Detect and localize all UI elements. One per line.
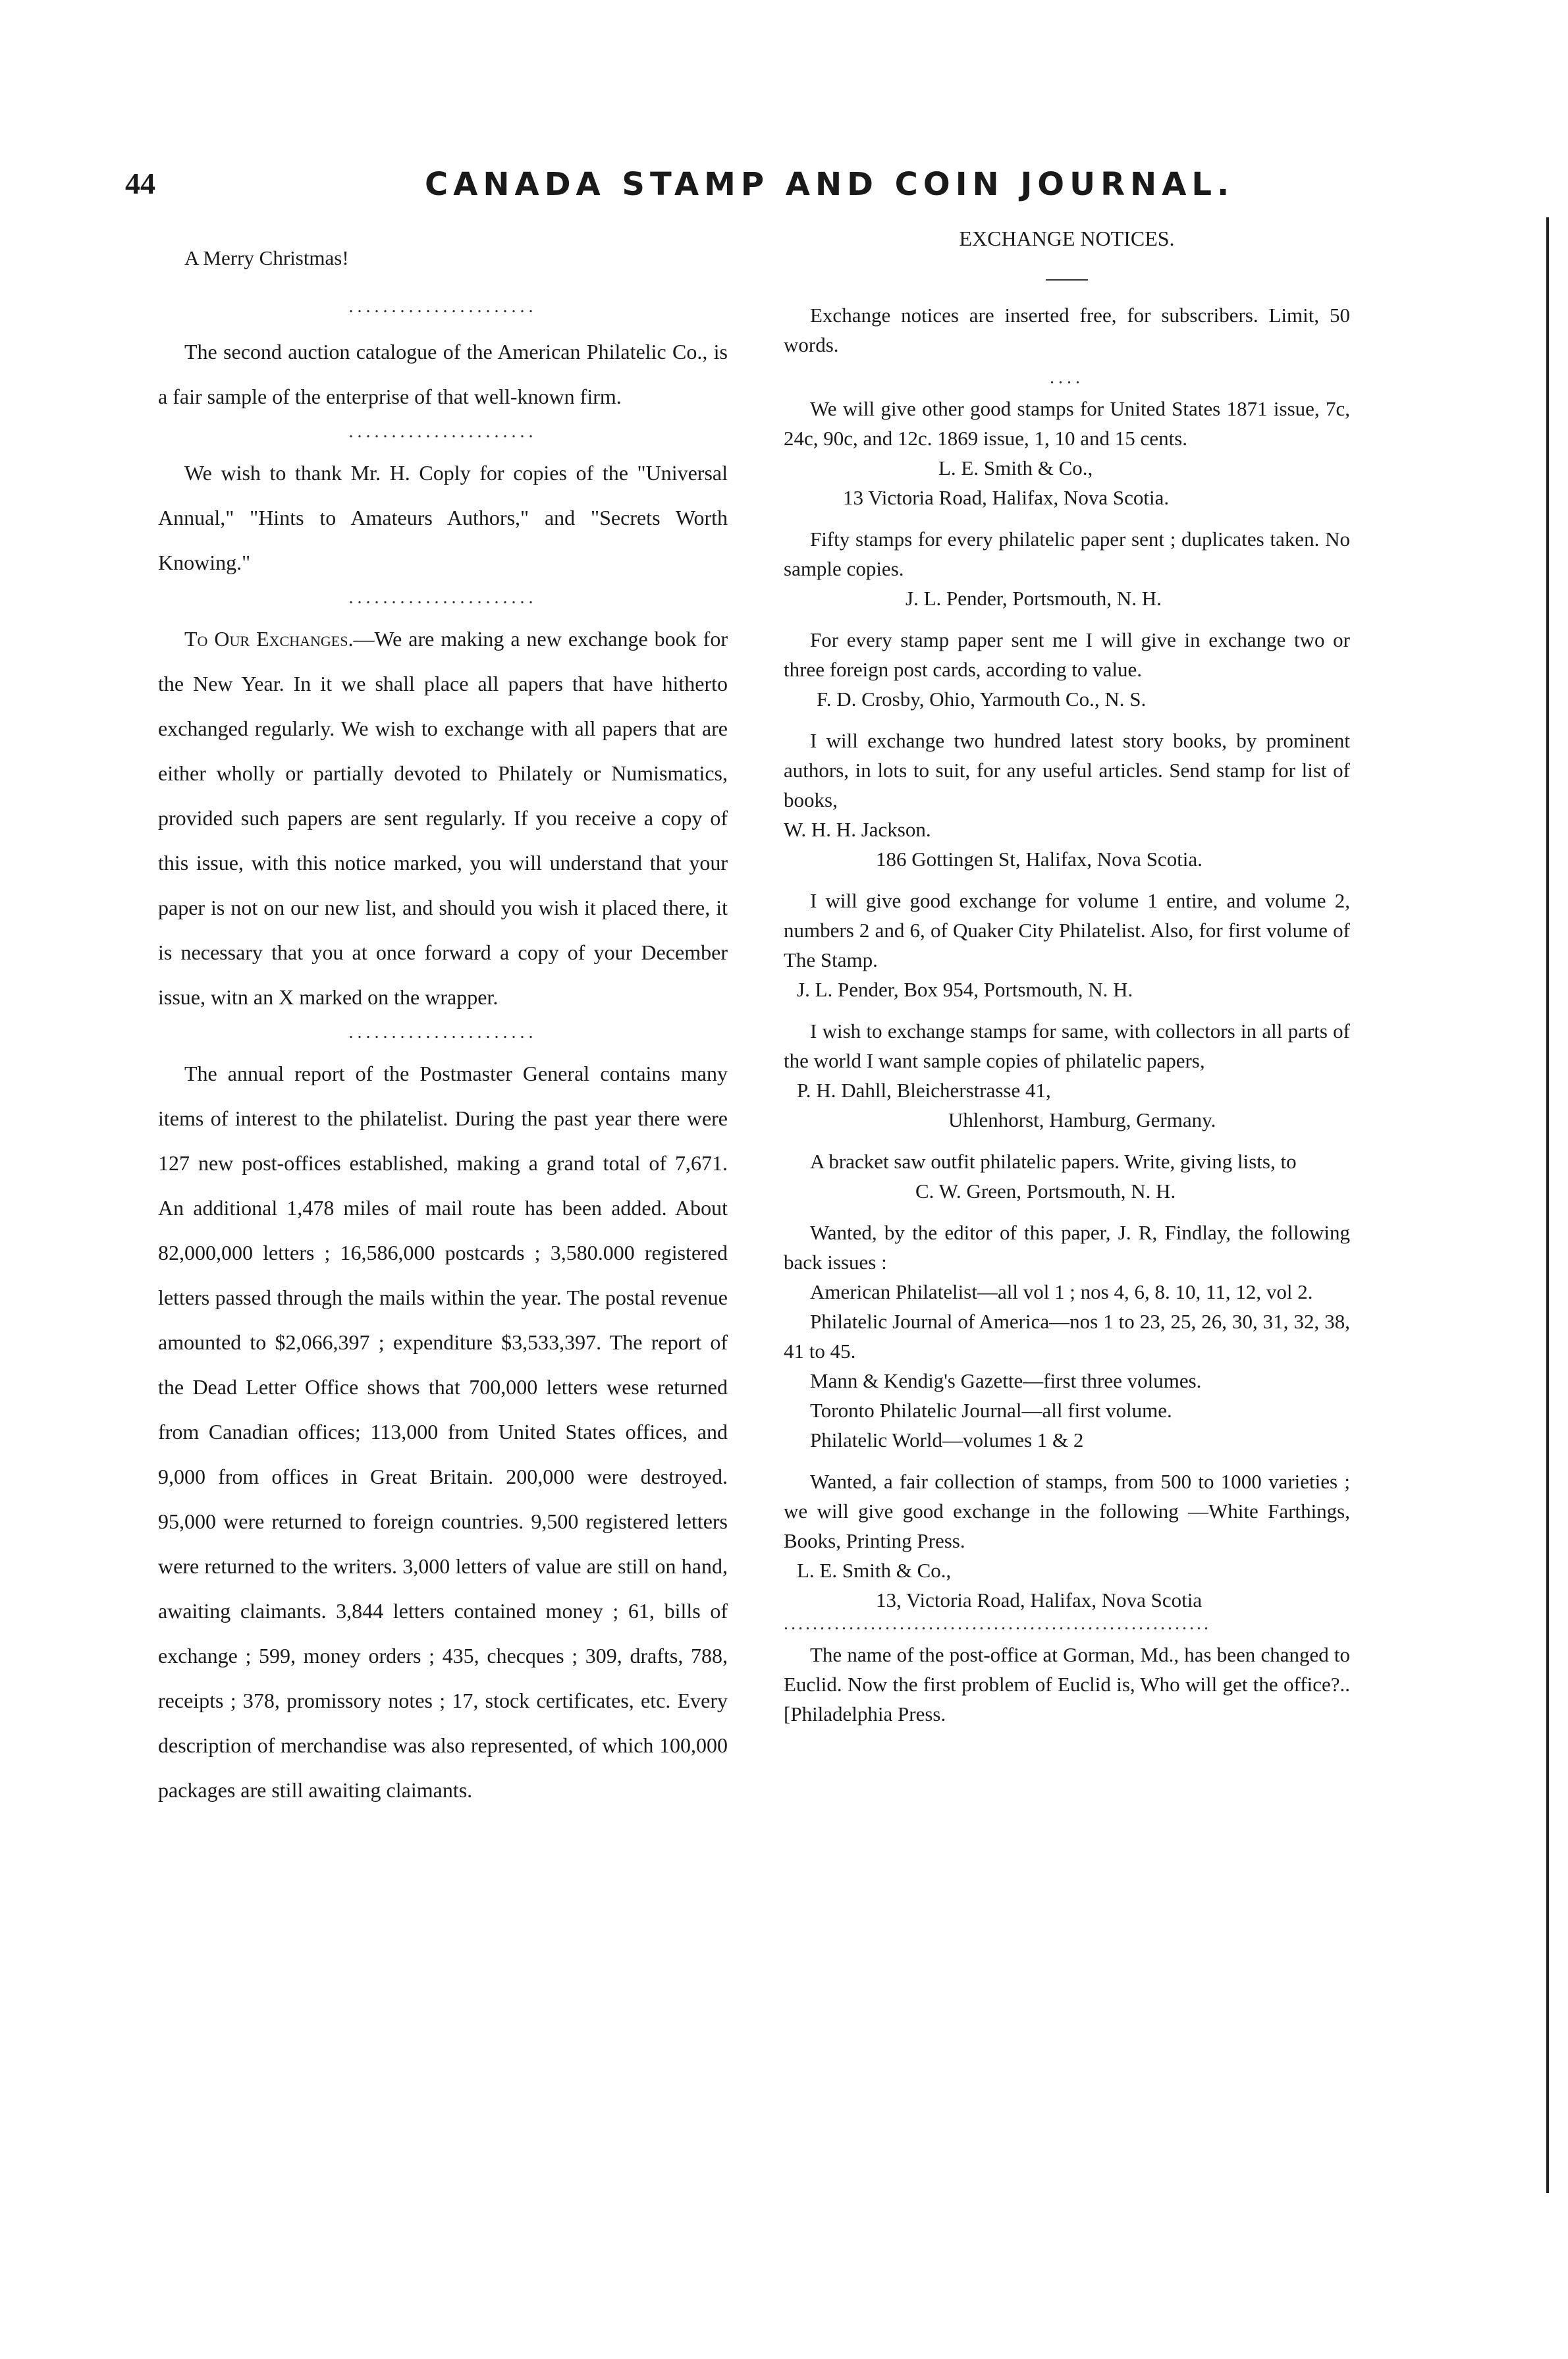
left-column [158, 217, 728, 1812]
notice-5: I will give good exchange for volume 1 entire, and volume 2, numbers 2 and 6, of Quaker City Philatelist. Also, for first volume of The Stamp. [784, 889, 1350, 971]
notice-1: We will give other good stamps for United States 1871 issue, 7c, 24c, 90c, and 12c. 1869 issue, 1, 10 and 15 cents. [784, 397, 1350, 450]
notice-7: A bracket saw outfit philatelic papers. Write, giving lists, to [810, 1150, 1297, 1173]
merry-christmas: A Merry Christmas! [184, 246, 349, 269]
exchanges-lead: To Our Exchanges. [184, 627, 354, 651]
margin-rule [1546, 217, 1549, 2193]
exchange-notices-heading: EXCHANGE NOTICES. [959, 227, 1175, 250]
notice-8-item-3: Mann & Kendig's Gazette—first three volumes. [810, 1369, 1202, 1392]
notice-8-item-5: Philatelic World—volumes 1 & 2 [810, 1428, 1084, 1451]
notice-9: Wanted, a fair collection of stamps, from 500 to 1000 varieties ; we will give good exchange in the following —White Farthings, Books, Printing Press. [784, 1470, 1350, 1552]
right-column [784, 217, 1350, 1729]
notice-8-item-2: Philatelic Journal of America—nos 1 to 23, 25, 26, 30, 31, 32, 38, 41 to 45. [784, 1310, 1350, 1363]
auction-paragraph: The second auction catalogue of the American Philatelic Co., is a fair sample of the enterprise of that well-known firm. [158, 340, 728, 408]
notice-9-address: 13, Victoria Road, Halifax, Nova Scotia [876, 1588, 1203, 1612]
notice-1-signature: L. E. Smith & Co., [938, 456, 1093, 479]
notice-8-intro: Wanted, by the editor of this paper, J. R, Findlay, the following back issues : [784, 1221, 1350, 1274]
euclid-notice: The name of the post-office at Gorman, Md., has been changed to Euclid. Now the first problem of Euclid is, Who will get the office?..[Philadelphia Press. [784, 1643, 1350, 1725]
separator-dots: ...................... [348, 587, 537, 608]
separator-dots: ...................... [348, 1022, 537, 1043]
notice-3-signature: F. D. Crosby, Ohio, Yarmouth Co., N. S. [817, 688, 1147, 711]
small-dots: .... [1050, 367, 1084, 388]
exchanges-paragraph [158, 616, 728, 1019]
notice-8-item-4: Toronto Philatelic Journal—all first volume. [810, 1399, 1172, 1422]
notice-4: I will exchange two hundred latest story books, by prominent authors, in lots to suit, for any useful articles. Send stamp for list of books, [784, 729, 1350, 811]
notice-8-item-1: American Philatelist—all vol 1 ; nos 4, 6, 8. 10, 11, 12, vol 2. [810, 1280, 1313, 1303]
page-header [125, 166, 1304, 219]
notice-6-address: Uhlenhorst, Hamburg, Germany. [948, 1108, 1216, 1131]
notice-4-address: 186 Gottingen St, Halifax, Nova Scotia. [876, 848, 1203, 871]
thanks-paragraph: We wish to thank Mr. H. Coply for copies of the "Universal Annual," "Hints to Amateurs Authors," and "Secrets Worth Knowing." [158, 461, 728, 574]
postmaster-paragraph: The annual report of the Postmaster General contains many items of interest to the philatelist. During the past year there were 127 new post-offices established, making a grand total of 7,671. An additional 1,478 miles of mail route has been added. About 82,000,000 letters ; 16,586,000 postcards ; 3,580.000 registered letters passed through the mails within the year. The postal revenue amounted to $2,066,397 ; expenditure $3,533,397. The report of the Dead Letter Office shows that 700,000 letters wese returned from Canadian offices; 113,000 from United States offices, and 9,000 from offices in Great Britain. 200,000 were destroyed. 95,000 were returned to foreign countries. 9,500 registered letters were returned to the writers. 3,000 letters of value are still on hand, awaiting claimants. 3,844 letters contained money ; 61, bills of exchange ; 599, money orders ; 435, checques ; 309, drafts, 788, receipts ; 378, promissory notes ; 17, stock certificates, etc. Every description of merchandise was also represented, of which 100,000 packages are still awaiting claimants. [158, 1062, 728, 1802]
notice-1-address: 13 Victoria Road, Halifax, Nova Scotia. [843, 486, 1170, 509]
page-number: 44 [125, 167, 155, 200]
separator-dots: ...................... [348, 421, 537, 442]
notice-6: I wish to exchange stamps for same, with collectors in all parts of the world I want sample copies of philatelic papers, [784, 1019, 1350, 1072]
exchanges-body: —We are making a new exchange book for the New Year. In it we shall place all papers that have hitherto exchanged regularly. We wish to exchange with all papers that are either wholly or partially devoted to Philately or Numismatics, provided such papers are sent regularly. If you receive a copy of this issue, with this notice marked, you will understand that your paper is not on our new list, and should you wish it placed there, it is necessary that you at once forward a copy of your December issue, witn an X marked on the wrapper. [158, 627, 728, 1009]
notice-7-signature: C. W. Green, Portsmouth, N. H. [915, 1180, 1176, 1203]
notice-3: For every stamp paper sent me I will give in exchange two or three foreign post cards, according to value. [784, 628, 1350, 681]
notice-2-signature: J. L. Pender, Portsmouth, N. H. [906, 587, 1162, 610]
long-dots: ........................................................... [784, 1613, 1211, 1634]
journal-title: CANADA STAMP AND COIN JOURNAL. [425, 166, 1235, 203]
notice-6-signature: P. H. Dahll, Bleicherstrasse 41, [797, 1079, 1051, 1102]
separator-dots: ...................... [348, 296, 537, 317]
notice-2: Fifty stamps for every philatelic paper sent ; duplicates taken. No sample copies. [784, 528, 1350, 580]
notice-4-signature: W. H. H. Jackson. [784, 818, 931, 841]
intro-notice: Exchange notices are inserted free, for subscribers. Limit, 50 words. [784, 304, 1350, 356]
notice-9-signature: L. E. Smith & Co., [797, 1559, 952, 1582]
notice-5-signature: J. L. Pender, Box 954, Portsmouth, N. H. [797, 978, 1133, 1001]
